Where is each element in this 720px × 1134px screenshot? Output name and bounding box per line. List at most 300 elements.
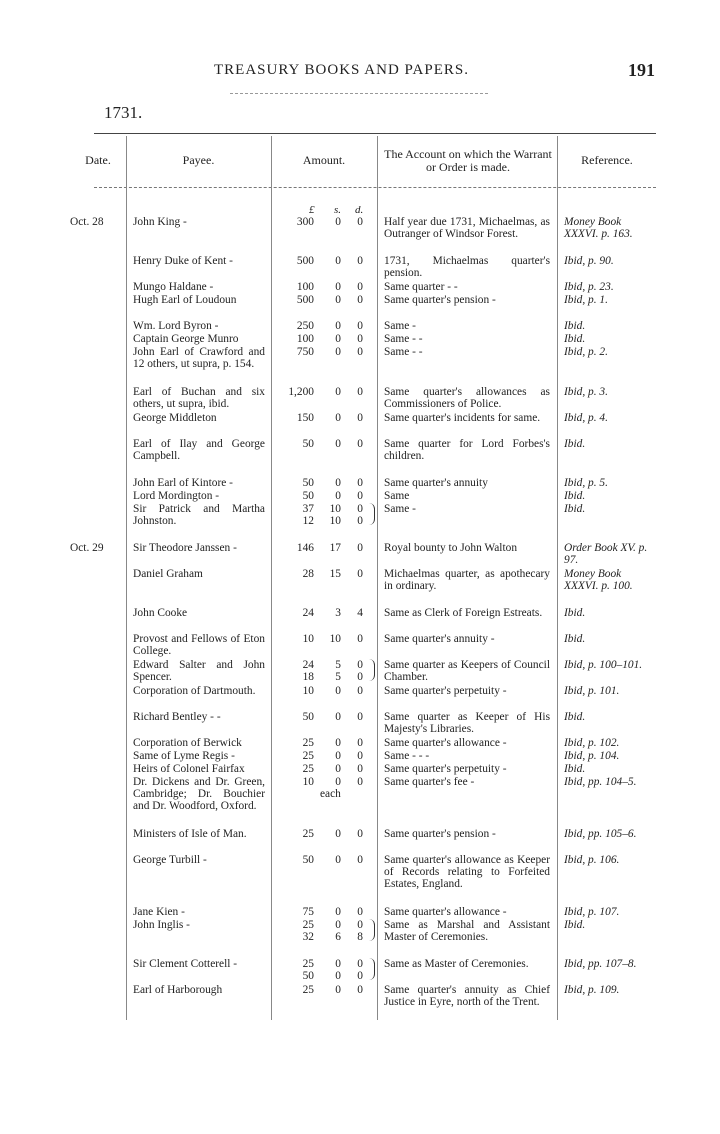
row-payee: Provost and Fellows of Eton College. bbox=[133, 633, 265, 657]
table-row bbox=[0, 412, 720, 424]
row-reference: Ibid. bbox=[564, 490, 586, 502]
row-account: Royal bounty to John Walton bbox=[384, 542, 518, 554]
table-row bbox=[0, 711, 720, 735]
amount-pence: 0 bbox=[357, 294, 363, 306]
row-payee: George Middleton bbox=[133, 412, 217, 424]
amount-pounds: 25 bbox=[302, 958, 314, 970]
table-row bbox=[0, 346, 720, 370]
amount-pence: 0 bbox=[357, 333, 363, 345]
row-reference: Ibid, pp. 104–5. bbox=[564, 776, 637, 788]
amount-pence: 4 bbox=[357, 607, 363, 619]
amount-line bbox=[272, 970, 368, 982]
table-row bbox=[0, 255, 720, 279]
amount-line bbox=[272, 542, 368, 554]
row-reference: Ibid. bbox=[564, 333, 586, 345]
row-amount bbox=[272, 607, 368, 619]
row-amount bbox=[272, 477, 368, 489]
row-account: Same quarter's annuity - bbox=[384, 633, 495, 645]
row-payee: Captain George Munro bbox=[133, 333, 239, 345]
row-reference: Ibid, p. 104. bbox=[564, 750, 620, 762]
amount-shillings: 0 bbox=[335, 477, 341, 489]
amount-line bbox=[272, 906, 368, 918]
unit-pounds: £ bbox=[309, 204, 315, 216]
row-account: Michaelmas quarter, as apothecary in ordinary. bbox=[384, 568, 550, 592]
row-amount bbox=[272, 711, 368, 723]
amount-shillings: 10 bbox=[329, 633, 341, 645]
amount-line bbox=[272, 659, 368, 671]
row-amount bbox=[272, 255, 368, 267]
amount-line bbox=[272, 477, 368, 489]
amount-pounds: 25 bbox=[302, 984, 314, 996]
amount-pence: 0 bbox=[357, 255, 363, 267]
amount-line bbox=[272, 776, 368, 788]
row-payee: John Cooke bbox=[133, 607, 188, 619]
table-row bbox=[0, 958, 720, 982]
row-account: Same quarter's perpetuity - bbox=[384, 685, 507, 697]
amount-line bbox=[272, 854, 368, 866]
row-payee: Wm. Lord Byron - bbox=[133, 320, 219, 332]
row-amount bbox=[272, 737, 368, 749]
row-amount bbox=[272, 490, 368, 502]
amount-brace bbox=[366, 958, 375, 980]
row-date: Oct. 29 bbox=[70, 542, 104, 554]
amount-shillings: 0 bbox=[335, 216, 341, 228]
row-reference: Money Book XXXVI. p. 163. bbox=[564, 216, 633, 240]
amount-pence: 0 bbox=[357, 503, 363, 515]
amount-line bbox=[272, 828, 368, 840]
amount-shillings: 0 bbox=[335, 958, 341, 970]
table-row bbox=[0, 776, 720, 812]
amount-pence: 0 bbox=[357, 970, 363, 982]
amount-pounds: 50 bbox=[302, 854, 314, 866]
amount-line bbox=[272, 919, 368, 931]
row-amount bbox=[272, 568, 368, 580]
amount-pounds: 300 bbox=[296, 216, 314, 228]
amount-pence: 0 bbox=[357, 906, 363, 918]
row-account: Same - - bbox=[384, 346, 423, 358]
row-reference: Ibid, p. 2. bbox=[564, 346, 608, 358]
amount-shillings: 0 bbox=[335, 750, 341, 762]
header-amount: Amount. bbox=[302, 153, 346, 167]
row-account: Same - bbox=[384, 320, 416, 332]
amount-pounds: 50 bbox=[302, 438, 314, 450]
amount-pence: 0 bbox=[357, 386, 363, 398]
row-reference: Ibid. bbox=[564, 320, 586, 332]
row-payee: John King - bbox=[133, 216, 187, 228]
table-row bbox=[0, 854, 720, 890]
amount-pounds: 12 bbox=[302, 515, 314, 527]
row-payee: Sir Patrick and Martha Johnston. bbox=[133, 503, 265, 527]
row-payee: Mungo Haldane - bbox=[133, 281, 214, 293]
row-reference: Ibid, p. 5. bbox=[564, 477, 608, 489]
row-amount bbox=[272, 503, 368, 527]
table-row bbox=[0, 333, 720, 345]
amount-line bbox=[272, 216, 368, 228]
amount-pounds: 500 bbox=[296, 294, 314, 306]
table-row bbox=[0, 659, 720, 683]
table-row bbox=[0, 281, 720, 293]
amount-pence: 0 bbox=[357, 515, 363, 527]
row-payee: Same of Lyme Regis - bbox=[133, 750, 235, 762]
row-amount bbox=[272, 984, 368, 996]
table-row bbox=[0, 906, 720, 918]
amount-pence: 0 bbox=[357, 711, 363, 723]
row-reference: Ibid, p. 23. bbox=[564, 281, 614, 293]
amount-pounds: 150 bbox=[296, 412, 314, 424]
row-amount bbox=[272, 542, 368, 554]
amount-pounds: 50 bbox=[302, 711, 314, 723]
amount-shillings: 0 bbox=[335, 919, 341, 931]
amount-pence: 0 bbox=[357, 438, 363, 450]
header-date: Date. bbox=[85, 153, 111, 167]
row-amount bbox=[272, 906, 368, 918]
amount-shillings: 0 bbox=[335, 711, 341, 723]
row-reference: Ibid, p. 106. bbox=[564, 854, 620, 866]
amount-shillings: 0 bbox=[335, 255, 341, 267]
row-reference: Order Book XV. p. 97. bbox=[564, 542, 648, 566]
table-row bbox=[0, 542, 720, 566]
amount-pence: 0 bbox=[357, 542, 363, 554]
amount-pounds: 25 bbox=[302, 919, 314, 931]
row-reference: Ibid, p. 1. bbox=[564, 294, 608, 306]
amount-line bbox=[272, 438, 368, 450]
row-payee: Sir Clement Cotterell - bbox=[133, 958, 238, 970]
row-payee: George Turbill - bbox=[133, 854, 207, 866]
row-amount bbox=[272, 659, 368, 683]
row-account: Same quarter's pension - bbox=[384, 828, 496, 840]
row-reference: Ibid. bbox=[564, 607, 586, 619]
header-payee: Payee. bbox=[182, 153, 215, 167]
amount-shillings: 0 bbox=[335, 438, 341, 450]
table-row bbox=[0, 763, 720, 775]
row-account: Same quarter's fee - bbox=[384, 776, 475, 788]
amount-line bbox=[272, 333, 368, 345]
running-title: TREASURY BOOKS AND PAPERS. bbox=[214, 62, 469, 78]
amount-pounds: 25 bbox=[302, 763, 314, 775]
amount-pounds: 500 bbox=[296, 255, 314, 267]
amount-pence: 0 bbox=[357, 671, 363, 683]
amount-pounds: 28 bbox=[302, 568, 314, 580]
row-account: Same quarter's annuity bbox=[384, 477, 488, 489]
table-row bbox=[0, 320, 720, 332]
amount-shillings: 0 bbox=[335, 685, 341, 697]
amount-pounds: 24 bbox=[302, 659, 314, 671]
amount-pence: 0 bbox=[357, 919, 363, 931]
row-reference: Ibid, p. 107. bbox=[564, 906, 620, 918]
amount-shillings: 0 bbox=[335, 776, 341, 788]
table-row bbox=[0, 750, 720, 762]
row-amount bbox=[272, 763, 368, 775]
amount-shillings: 0 bbox=[335, 320, 341, 332]
row-account: Same quarter's allowances as Commissioners of Police. bbox=[384, 386, 550, 410]
amount-brace bbox=[366, 659, 375, 681]
amount-shillings: 17 bbox=[329, 542, 341, 554]
amount-pence: 0 bbox=[357, 659, 363, 671]
row-amount bbox=[272, 828, 368, 840]
row-amount bbox=[272, 750, 368, 762]
row-payee: Corporation of Dartmouth. bbox=[133, 685, 256, 697]
amount-pounds: 100 bbox=[296, 281, 314, 293]
row-account: 1731, Michaelmas quarter's pension. bbox=[384, 255, 550, 279]
amount-pence: 0 bbox=[357, 958, 363, 970]
amount-shillings: 0 bbox=[335, 828, 341, 840]
row-reference: Ibid. bbox=[564, 919, 586, 931]
row-reference: Ibid. bbox=[564, 438, 586, 450]
year-heading: 1731. bbox=[104, 103, 143, 122]
amount-line bbox=[272, 984, 368, 996]
amount-pence: 0 bbox=[357, 776, 363, 788]
amount-shillings: 0 bbox=[335, 490, 341, 502]
row-account: Same quarter's perpetuity - bbox=[384, 763, 507, 775]
row-account: Same quarter's allowance - bbox=[384, 737, 507, 749]
table-row bbox=[0, 568, 720, 592]
table-row bbox=[0, 477, 720, 489]
amount-pounds: 10 bbox=[302, 633, 314, 645]
table-row bbox=[0, 633, 720, 657]
amount-line bbox=[272, 958, 368, 970]
row-amount bbox=[272, 854, 368, 866]
row-reference: Ibid, p. 4. bbox=[564, 412, 608, 424]
amount-line bbox=[272, 346, 368, 358]
row-amount bbox=[272, 294, 368, 306]
unit-pence: d. bbox=[355, 204, 364, 216]
amount-pence: 0 bbox=[357, 737, 363, 749]
table-row bbox=[0, 919, 720, 943]
table-row bbox=[0, 737, 720, 749]
amount-pounds: 18 bbox=[302, 671, 314, 683]
row-reference: Ibid. bbox=[564, 711, 586, 723]
row-amount bbox=[272, 438, 368, 450]
amount-pounds: 146 bbox=[296, 542, 314, 554]
page-number: 191 bbox=[628, 60, 655, 80]
amount-pounds: 24 bbox=[302, 607, 314, 619]
amount-line bbox=[272, 490, 368, 502]
row-account: Same as Master of Ceremonies. bbox=[384, 958, 529, 970]
amount-line bbox=[272, 255, 368, 267]
row-payee: Earl of Harborough bbox=[133, 984, 223, 996]
row-account: Same - - - bbox=[384, 750, 430, 762]
amount-pounds: 50 bbox=[302, 477, 314, 489]
amount-each: each bbox=[320, 788, 341, 800]
row-payee: Lord Mordington - bbox=[133, 490, 220, 502]
row-reference: Money Book XXXVI. p. 100. bbox=[564, 568, 633, 592]
amount-pounds: 37 bbox=[302, 503, 314, 515]
row-amount bbox=[272, 776, 368, 800]
amount-pence: 0 bbox=[357, 216, 363, 228]
amount-pounds: 10 bbox=[302, 776, 314, 788]
row-amount bbox=[272, 281, 368, 293]
table-row bbox=[0, 685, 720, 697]
amount-line bbox=[272, 711, 368, 723]
amount-shillings: 15 bbox=[329, 568, 341, 580]
amount-shillings: 5 bbox=[335, 671, 341, 683]
row-account: Same quarter - - bbox=[384, 281, 458, 293]
row-amount bbox=[272, 346, 368, 358]
amount-line bbox=[272, 515, 368, 527]
row-reference: Ibid, p. 102. bbox=[564, 737, 620, 749]
amount-pounds: 25 bbox=[302, 750, 314, 762]
amount-pounds: 75 bbox=[302, 906, 314, 918]
row-payee: Sir Theodore Janssen - bbox=[133, 542, 237, 554]
row-account: Same quarter's allowance - bbox=[384, 906, 507, 918]
row-payee: Hugh Earl of Loudoun bbox=[133, 294, 237, 306]
row-payee: Corporation of Berwick bbox=[133, 737, 242, 749]
amount-shillings: 3 bbox=[335, 607, 341, 619]
table-row bbox=[0, 294, 720, 306]
unit-shillings: s. bbox=[334, 204, 342, 216]
row-payee: John Earl of Crawford and 12 others, ut supra, p. 154. bbox=[133, 346, 265, 370]
amount-line bbox=[272, 763, 368, 775]
amount-line bbox=[272, 750, 368, 762]
table-row bbox=[0, 607, 720, 619]
amount-pounds: 25 bbox=[302, 737, 314, 749]
amount-shillings: 10 bbox=[329, 515, 341, 527]
row-reference: Ibid, p. 90. bbox=[564, 255, 614, 267]
amount-pounds: 250 bbox=[296, 320, 314, 332]
amount-shillings: 0 bbox=[335, 763, 341, 775]
amount-line bbox=[272, 281, 368, 293]
amount-pounds: 10 bbox=[302, 685, 314, 697]
amount-pounds: 1,200 bbox=[288, 386, 314, 398]
amount-shillings: 0 bbox=[335, 737, 341, 749]
amount-shillings: 0 bbox=[335, 386, 341, 398]
amount-pence: 0 bbox=[357, 854, 363, 866]
row-amount bbox=[272, 633, 368, 645]
row-account: Same quarter's annuity as Chief Justice in Eyre, north of the Trent. bbox=[384, 984, 550, 1008]
row-account: Same as Clerk of Foreign Estreats. bbox=[384, 607, 543, 619]
amount-brace bbox=[366, 503, 375, 525]
row-account: Half year due 1731, Michaelmas, as Outranger of Windsor Forest. bbox=[384, 216, 550, 240]
amount-shillings: 6 bbox=[335, 931, 341, 943]
amount-shillings: 0 bbox=[335, 970, 341, 982]
amount-pounds: 25 bbox=[302, 828, 314, 840]
amount-pence: 0 bbox=[357, 633, 363, 645]
row-reference: Ibid, p. 101. bbox=[564, 685, 620, 697]
amount-pence: 0 bbox=[357, 568, 363, 580]
amount-line bbox=[272, 607, 368, 619]
amount-shillings: 0 bbox=[335, 906, 341, 918]
row-amount bbox=[272, 386, 368, 398]
header-account: The Account on which the Warrant or Order is made. bbox=[384, 147, 552, 174]
amount-pence: 0 bbox=[357, 763, 363, 775]
amount-line bbox=[272, 671, 368, 683]
row-account: Same - bbox=[384, 503, 416, 515]
amount-pence: 0 bbox=[357, 412, 363, 424]
amount-pence: 0 bbox=[357, 477, 363, 489]
amount-pence: 0 bbox=[357, 320, 363, 332]
table-row bbox=[0, 438, 720, 462]
row-amount bbox=[272, 333, 368, 345]
row-amount bbox=[272, 216, 368, 228]
row-amount bbox=[272, 412, 368, 424]
row-account: Same bbox=[384, 490, 410, 502]
amount-line bbox=[272, 503, 368, 515]
row-account: Same - - bbox=[384, 333, 423, 345]
amount-brace bbox=[366, 919, 375, 941]
amount-pence: 0 bbox=[357, 346, 363, 358]
row-payee: Edward Salter and John Spencer. bbox=[133, 659, 265, 683]
row-amount bbox=[272, 919, 368, 943]
amount-shillings: 0 bbox=[335, 294, 341, 306]
row-amount bbox=[272, 320, 368, 332]
row-account: Same quarter as Keepers of Council Chamber. bbox=[384, 659, 550, 683]
amount-shillings: 0 bbox=[335, 346, 341, 358]
row-payee: Richard Bentley - - bbox=[133, 711, 221, 723]
amount-shillings: 0 bbox=[335, 984, 341, 996]
amount-pence: 0 bbox=[357, 828, 363, 840]
row-account: Same quarter's incidents for same. bbox=[384, 412, 541, 424]
table-row bbox=[0, 490, 720, 502]
amount-line bbox=[272, 568, 368, 580]
amount-shillings: 5 bbox=[335, 659, 341, 671]
amount-shillings: 10 bbox=[329, 503, 341, 515]
amount-shillings: 0 bbox=[335, 412, 341, 424]
amount-pounds: 750 bbox=[296, 346, 314, 358]
row-account: Same quarter's allowance as Keeper of Records relating to Forfeited Estates, England. bbox=[384, 854, 550, 890]
amount-pence: 0 bbox=[357, 685, 363, 697]
row-reference: Ibid, pp. 105–6. bbox=[564, 828, 637, 840]
amount-line bbox=[272, 386, 368, 398]
amount-shillings: 0 bbox=[335, 333, 341, 345]
amount-line bbox=[272, 931, 368, 943]
amount-line bbox=[272, 412, 368, 424]
row-date: Oct. 28 bbox=[70, 216, 104, 228]
row-reference: Ibid. bbox=[564, 763, 586, 775]
row-reference: Ibid, p. 3. bbox=[564, 386, 608, 398]
row-reference: Ibid, pp. 107–8. bbox=[564, 958, 637, 970]
row-account: Same quarter for Lord Forbes's children. bbox=[384, 438, 550, 462]
table-row bbox=[0, 503, 720, 527]
row-account: Same as Marshal and Assistant Master of Ceremonies. bbox=[384, 919, 550, 943]
amount-shillings: 0 bbox=[335, 281, 341, 293]
amount-line bbox=[272, 685, 368, 697]
row-reference: Ibid. bbox=[564, 503, 586, 515]
table-row bbox=[0, 828, 720, 840]
row-amount bbox=[272, 685, 368, 697]
amount-shillings: 0 bbox=[335, 854, 341, 866]
row-payee: Daniel Graham bbox=[133, 568, 203, 580]
row-reference: Ibid, p. 109. bbox=[564, 984, 620, 996]
amount-pounds: 50 bbox=[302, 970, 314, 982]
row-payee: John Inglis - bbox=[133, 919, 190, 931]
amount-pounds: 50 bbox=[302, 490, 314, 502]
row-account: Same quarter's pension - bbox=[384, 294, 496, 306]
table-row bbox=[0, 216, 720, 240]
row-amount bbox=[272, 958, 368, 982]
row-payee: Henry Duke of Kent - bbox=[133, 255, 233, 267]
amount-line bbox=[272, 737, 368, 749]
row-account: Same quarter as Keeper of His Majesty's Libraries. bbox=[384, 711, 550, 735]
row-reference: Ibid. bbox=[564, 633, 586, 645]
table-row bbox=[0, 386, 720, 410]
table-row bbox=[0, 984, 720, 1008]
amount-pence: 0 bbox=[357, 490, 363, 502]
amount-line bbox=[272, 294, 368, 306]
row-payee: Ministers of Isle of Man. bbox=[133, 828, 247, 840]
amount-pounds: 100 bbox=[296, 333, 314, 345]
amount-pence: 0 bbox=[357, 281, 363, 293]
amount-pence: 0 bbox=[357, 984, 363, 996]
row-payee: Earl of Ilay and George Campbell. bbox=[133, 438, 265, 462]
row-payee: Jane Kien - bbox=[133, 906, 185, 918]
row-payee: John Earl of Kintore - bbox=[133, 477, 233, 489]
row-payee: Earl of Buchan and six others, ut supra, ibid. bbox=[133, 386, 265, 410]
row-payee: Heirs of Colonel Fairfax bbox=[133, 763, 245, 775]
amount-line bbox=[272, 633, 368, 645]
row-reference: Ibid, p. 100–101. bbox=[564, 659, 643, 671]
row-payee: Dr. Dickens and Dr. Green, Cambridge; Dr. Bouchier and Dr. Woodford, Oxford. bbox=[133, 776, 265, 812]
amount-pence: 0 bbox=[357, 750, 363, 762]
